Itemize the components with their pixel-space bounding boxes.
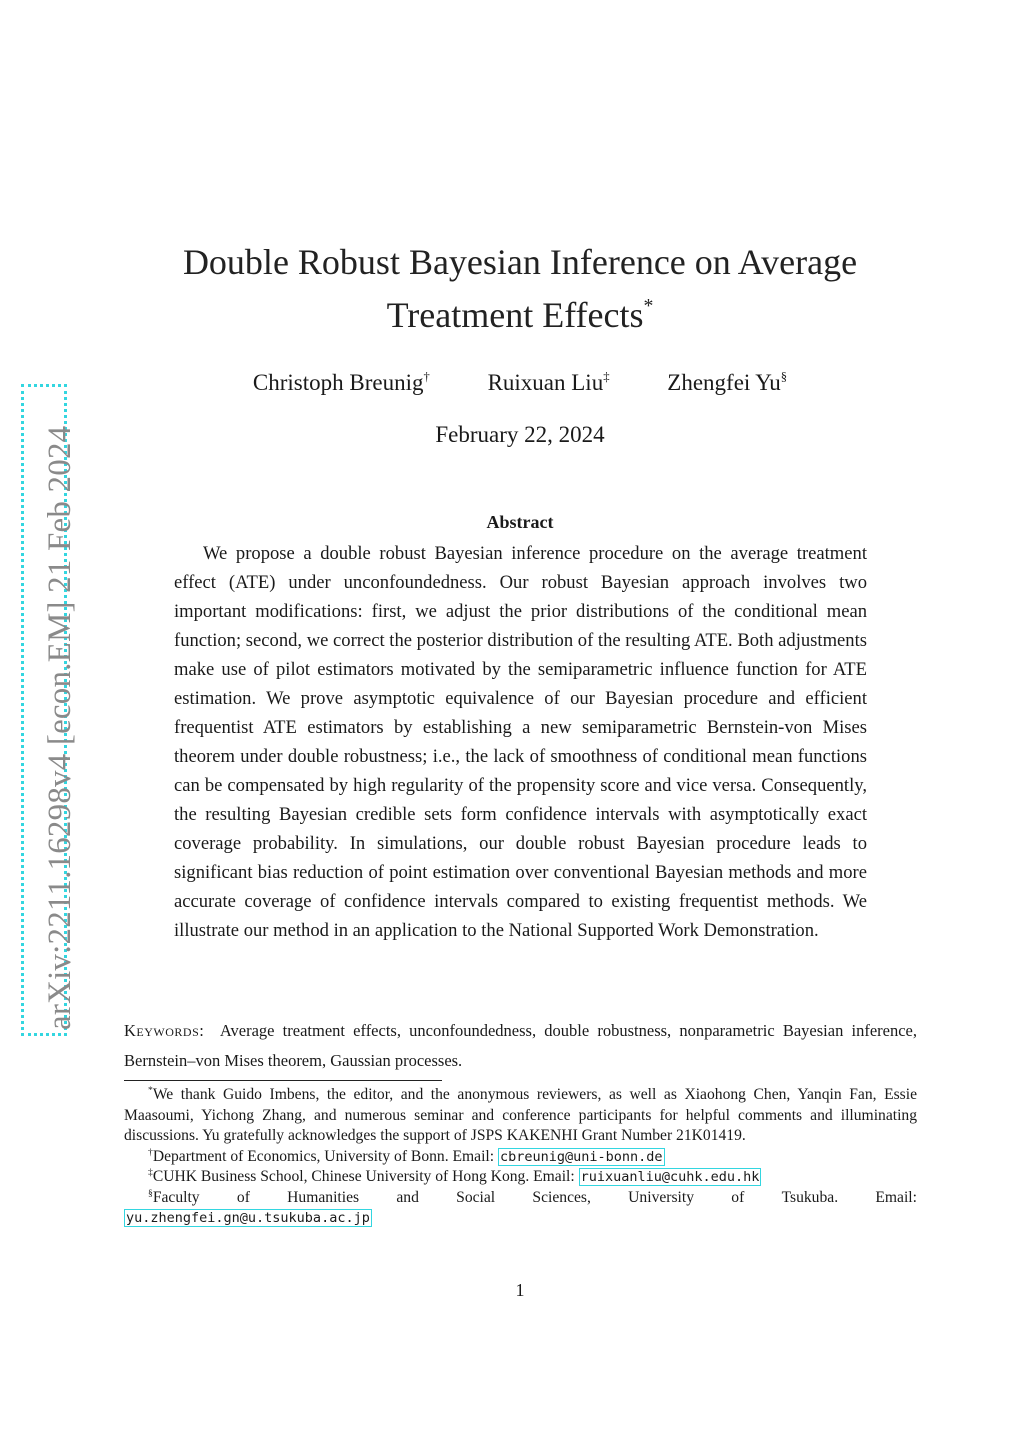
paper-date: February 22, 2024 [435, 422, 605, 447]
author-3 [667, 370, 787, 395]
author-footnote-mark[interactable]: † [423, 369, 430, 384]
author-list [120, 367, 920, 399]
footnote-word: Email: [875, 1188, 917, 1206]
paper-title [120, 236, 920, 342]
footnote-word: Sciences, [532, 1188, 591, 1206]
keywords-label: Keywords: [124, 1021, 205, 1040]
email-link[interactable]: cbreunig@uni-bonn.de [500, 1148, 663, 1165]
footnote-affiliation-3 [124, 1188, 917, 1209]
footnote-word: of [731, 1188, 745, 1206]
footnote-word: and [396, 1188, 419, 1206]
footnote-word: Social [456, 1188, 496, 1206]
page-number: 1 [515, 1280, 525, 1300]
email-link[interactable]: yu.zhengfei.gn@u.tsukuba.ac.jp [126, 1210, 370, 1226]
email-link[interactable]: ruixuanliu@cuhk.edu.hk [580, 1169, 760, 1185]
author-footnote-mark[interactable]: § [780, 369, 788, 384]
title-line-2 [120, 289, 920, 342]
title-line-1: Double Robust Bayesian Inference on Average [182, 242, 858, 282]
footnote-word: University [628, 1188, 695, 1206]
footnote-text: We thank Guido Imbens, the editor, and the anonymous reviewers, as well as Xiaohong Chen, Yanqin Fan, Essie Maasoumi, Yichong Zhang, and numerous seminar and conference participants for helpful comments and illuminating discussions. Yu gratefully acknowledges the support of JSPS KAKENHI Grant Number 21K01419. [124, 1086, 917, 1144]
footnote-mark: ‡ [148, 1167, 153, 1179]
keywords-text: Average treatment effects, unconfoundedness, double robustness, nonparametric Bayesian inference, Bernstein–von Mises theorem, Gaussian processes. [124, 1021, 918, 1070]
footnote-mark: * [148, 1085, 153, 1097]
arxiv-identifier[interactable]: arXiv:2211.16298v4 [econ.EM] 21 Feb 2024 [42, 425, 78, 1030]
author-name: Christoph Breunig [252, 370, 424, 395]
footnote-word: Humanities [287, 1188, 360, 1206]
footnote-text: CUHK Business School, Chinese University of Hong Kong. Email: [152, 1168, 579, 1185]
author-2 [488, 370, 610, 395]
author-footnote-mark[interactable]: ‡ [603, 369, 610, 384]
footnote-word: Tsukuba. [781, 1188, 839, 1206]
footnote-affiliation-1 [124, 1147, 917, 1168]
author-1 [253, 370, 430, 395]
footnote-affiliation-2 [124, 1167, 917, 1188]
footnote-word [148, 1188, 200, 1209]
footnote-word: of [236, 1188, 250, 1206]
footnotes [124, 1085, 917, 1229]
footnote-affiliation-3-email [124, 1208, 917, 1229]
abstract-text: We propose a double robust Bayesian inference procedure on the average treatment effect (ATE) under unconfoundedness. Our robust Bayesian approach involves two important modifications: first, we adjust the prior distributions of the conditional mean function; second, we correct the posterior distribution of the resulting ATE. Both adjustments make use of pilot estimators motivated by the semiparametric influence function for ATE estimation. We prove asymptotic equivalence of our Bayesian procedure and efficient frequentist ATE estimators by establishing a new semiparametric Bernstein-von Mises theorem under double robustness; i.e., the lack of smoothness of conditional mean functions can be compensated by high regularity of the propensity score and vice versa. Consequently, the resulting Bayesian credible sets form confidence intervals with asymptotically exact coverage probability. In simulations, our double robust Bayesian procedure leads to significant bias reduction of point estimation over conventional Bayesian methods and more accurate coverage of confidence intervals compared to existing frequentist methods. We illustrate our method in an application to the National Supported Work Demonstration. [174, 543, 867, 941]
footnote-mark: § [148, 1187, 153, 1199]
footnote-thanks [124, 1085, 917, 1147]
title-line-2-text: Treatment Effects [386, 295, 644, 335]
keywords [124, 1016, 917, 1076]
footnote-mark: † [148, 1146, 153, 1158]
author-name: Ruixuan Liu [487, 370, 604, 395]
title-footnote-mark[interactable]: * [643, 295, 654, 318]
abstract-heading: Abstract [486, 512, 554, 532]
footnote-text: Department of Economics, University of Bonn. Email: [152, 1147, 498, 1165]
footnote-divider [124, 1080, 442, 1081]
author-name: Zhengfei Yu [667, 370, 781, 395]
footnote-word-text: Faculty [152, 1188, 200, 1206]
